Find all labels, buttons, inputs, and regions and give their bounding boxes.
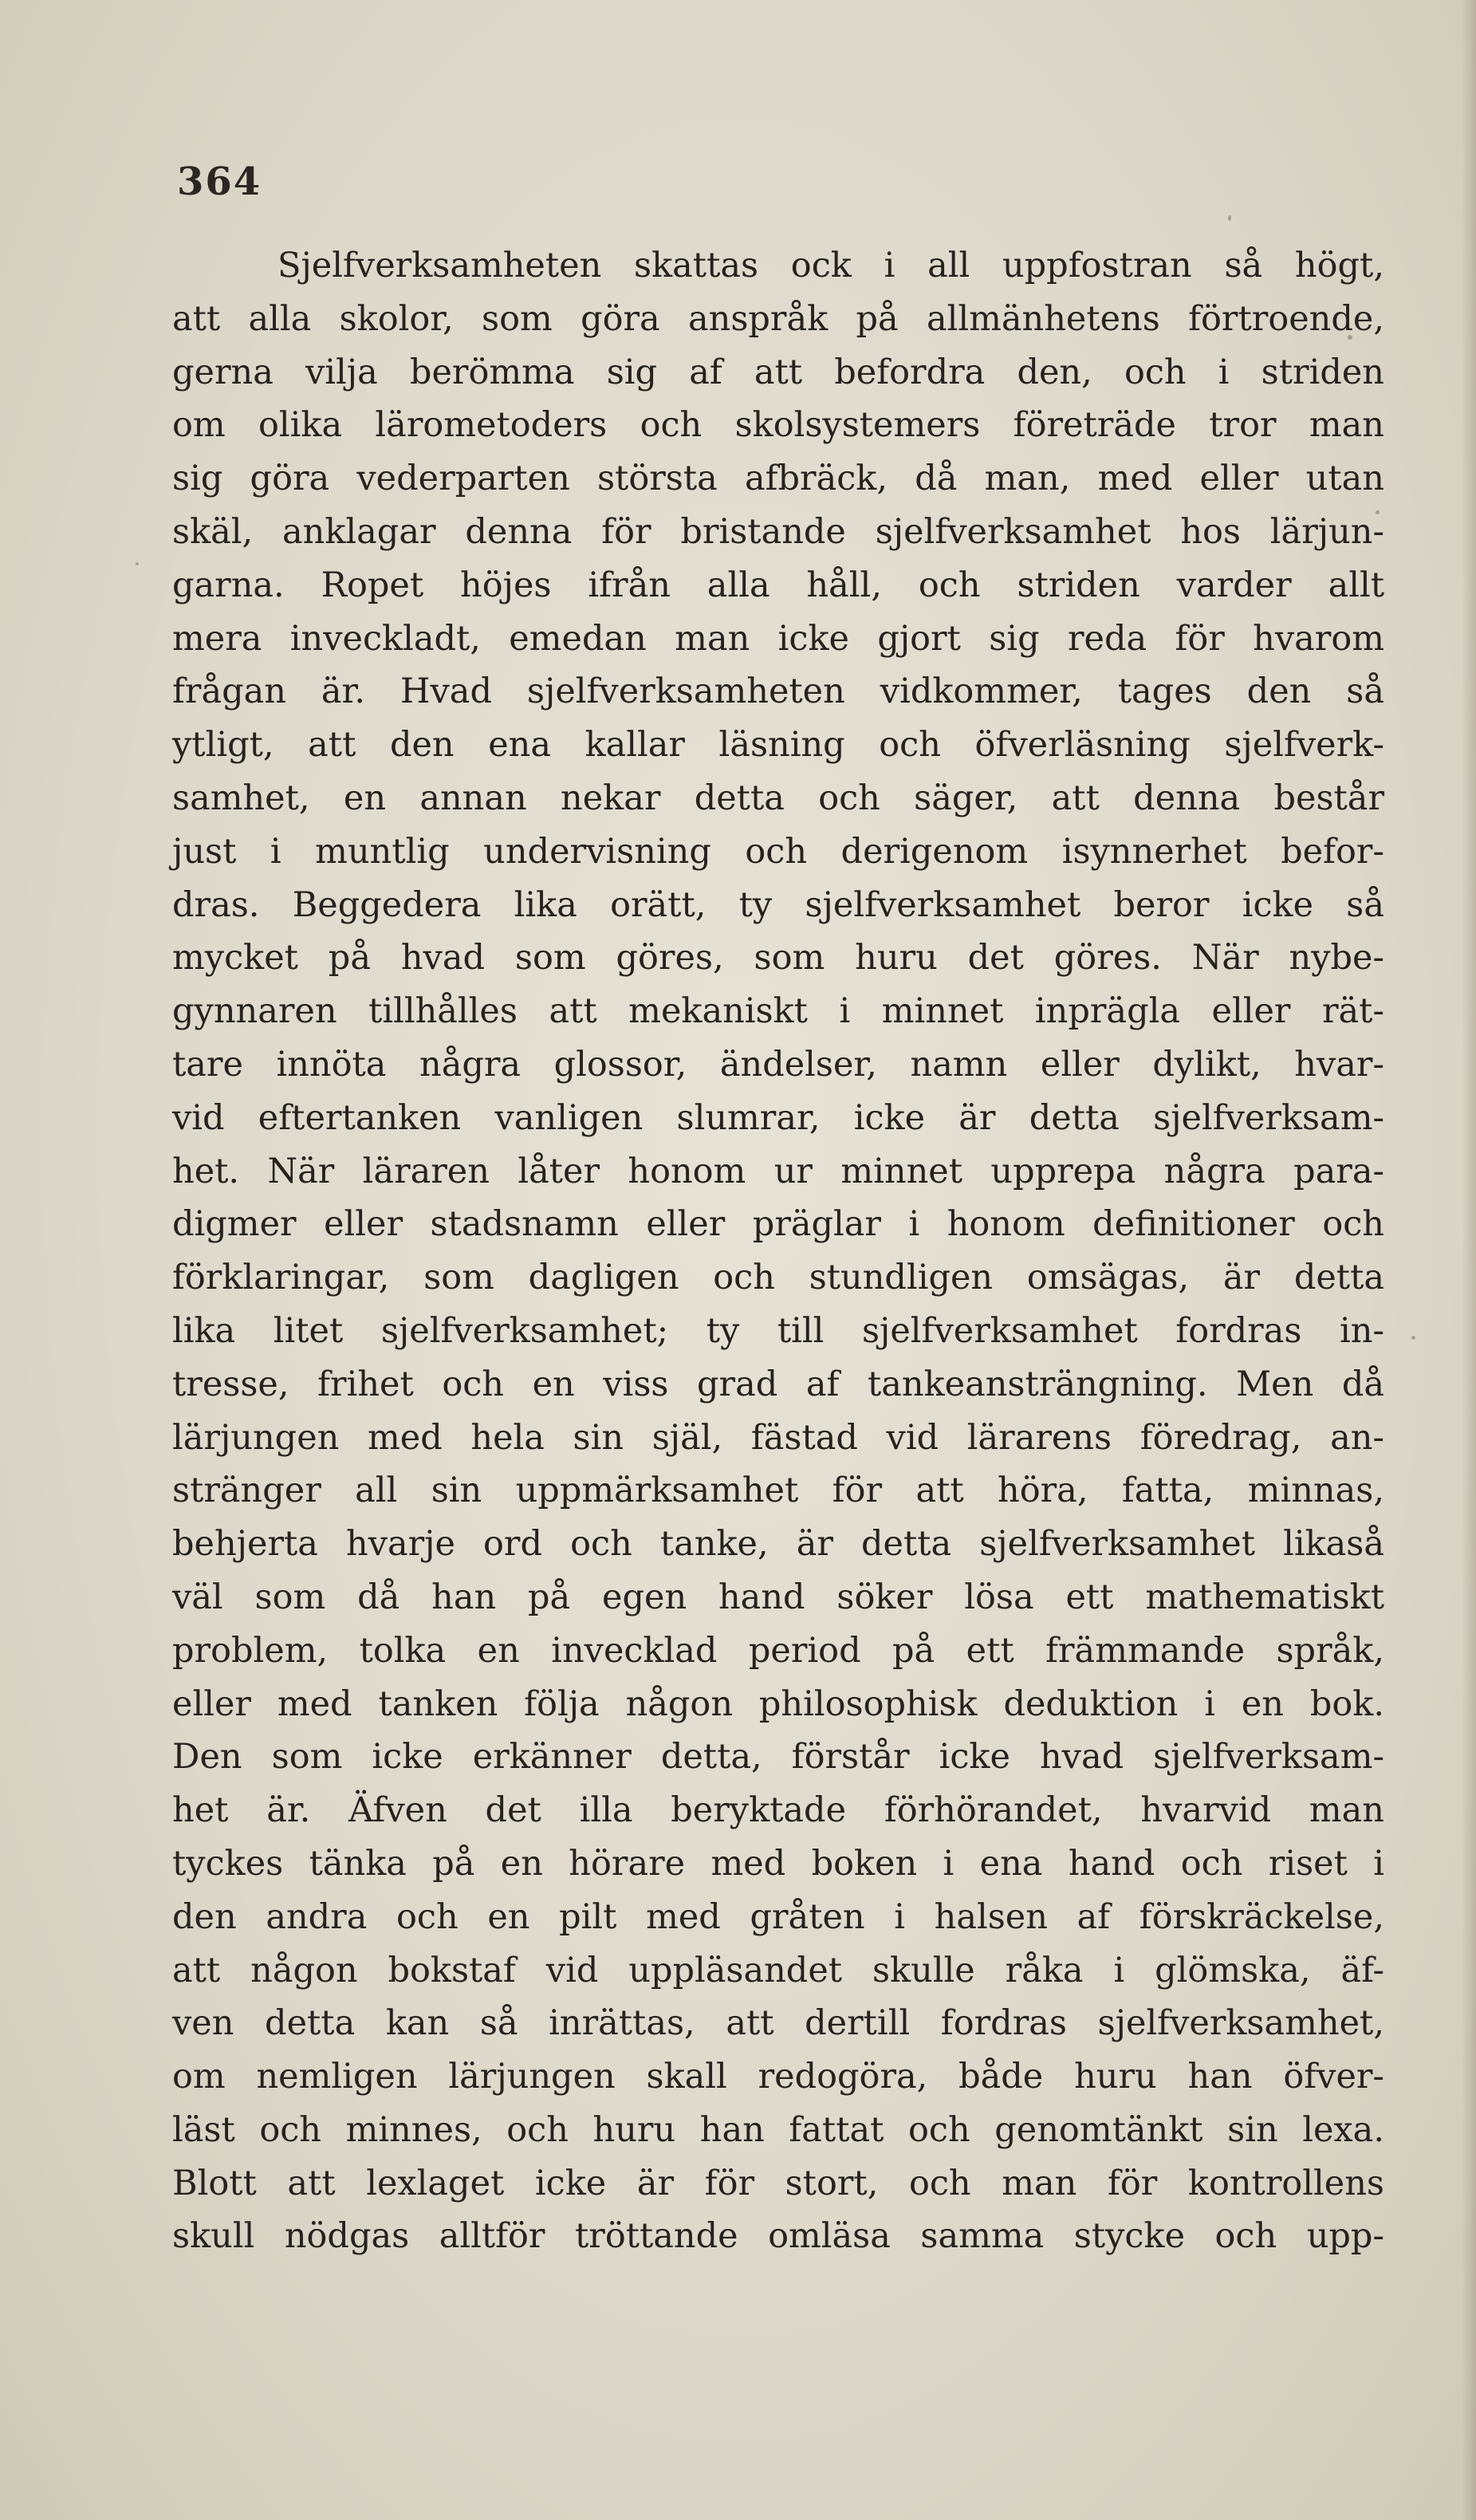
paper-speck bbox=[1228, 215, 1231, 221]
text-line: att någon bokstaf vid uppläsandet skulle råka i glömska, äf- bbox=[172, 1950, 1384, 1990]
text-line: om olika lärometoders och skolsystemers företräde tror man bbox=[172, 405, 1384, 446]
text-line: gynnaren tillhålles att mekaniskt i minnet inprägla eller rät- bbox=[172, 991, 1384, 1032]
text-line: het. När läraren låter honom ur minnet upprepa några para- bbox=[172, 1151, 1384, 1191]
text-line: skäl, anklagar denna för bristande sjelfverksamhet hos lärjun- bbox=[172, 511, 1384, 552]
text-line: garna. Ropet höjes ifrån alla håll, och striden varder allt bbox=[172, 565, 1384, 605]
text-line: just i muntlig undervisning och derigenom isynnerhet befor- bbox=[172, 831, 1384, 872]
text-line: väl som då han på egen hand söker lösa ett mathematiskt bbox=[172, 1577, 1384, 1617]
text-line: förklaringar, som dagligen och stundligen omsägas, är detta bbox=[172, 1258, 1384, 1298]
paper-speck bbox=[136, 562, 139, 565]
text-line: vid eftertanken vanligen slumrar, icke är detta sjelfverksam- bbox=[172, 1097, 1384, 1138]
text-line: ytligt, att den ena kallar läsning och öfverläsning sjelfverk- bbox=[172, 725, 1384, 766]
text-line: problem, tolka en invecklad period på ett främmande språk, bbox=[172, 1630, 1384, 1671]
paper-speck bbox=[1376, 510, 1380, 514]
text-line: frågan är. Hvad sjelfverksamheten vidkommer, tages den så bbox=[172, 671, 1384, 712]
page-edge-shadow bbox=[1462, 0, 1476, 2520]
text-line: den andra och en pilt med gråten i halsen af förskräckelse, bbox=[172, 1896, 1384, 1937]
text-line: skull nödgas alltför tröttande omläsa samma stycke och upp- bbox=[172, 2216, 1384, 2257]
paper-speck bbox=[1411, 1336, 1415, 1340]
text-line: tresse, frihet och en viss grad af tankeansträngning. Men då bbox=[172, 1364, 1384, 1404]
text-line: sig göra vederparten största afbräck, då man, med eller utan bbox=[172, 459, 1384, 499]
body-text bbox=[172, 239, 1384, 2263]
text-line: ven detta kan så inrättas, att dertill fordras sjelfverksamhet, bbox=[172, 2003, 1384, 2044]
text-line: dras. Beggedera lika orätt, ty sjelfverksamhet beror icke så bbox=[172, 884, 1384, 925]
text-line: stränger all sin uppmärksamhet för att höra, fatta, minnas, bbox=[172, 1471, 1384, 1511]
text-line: om nemligen lärjungen skall redogöra, både huru han öfver- bbox=[172, 2057, 1384, 2097]
text-line: eller med tanken följa någon philosophisk deduktion i en bok. bbox=[172, 1683, 1384, 1724]
text-line: mera inveckladt, emedan man icke gjort sig reda för hvarom bbox=[172, 618, 1384, 659]
text-line: mycket på hvad som göres, som huru det göres. När nybe- bbox=[172, 938, 1384, 978]
text-line: läst och minnes, och huru han fattat och genomtänkt sin lexa. bbox=[172, 2109, 1384, 2150]
text-line: gerna vilja berömma sig af att befordra den, och i striden bbox=[172, 352, 1384, 392]
paper-speck bbox=[1348, 335, 1352, 340]
text-line: lika litet sjelfverksamhet; ty till sjelfverksamhet fordras in- bbox=[172, 1310, 1384, 1351]
text-line: het är. Äfven det illa beryktade förhörandet, hvarvid man bbox=[172, 1790, 1384, 1831]
page-number: 364 bbox=[177, 159, 262, 204]
text-line: digmer eller stadsnamn eller präglar i honom definitioner och bbox=[172, 1204, 1384, 1245]
text-line: att alla skolor, som göra anspråk på allmänhetens förtroende, bbox=[172, 298, 1384, 339]
text-line: tare innöta några glossor, ändelser, namn eller dylikt, hvar- bbox=[172, 1044, 1384, 1085]
text-line: Blott att lexlaget icke är för stort, och man för kontrollens bbox=[172, 2163, 1384, 2203]
text-line: samhet, en annan nekar detta och säger, att denna består bbox=[172, 778, 1384, 818]
text-line: Den som icke erkänner detta, förstår icke hvad sjelfverksam- bbox=[172, 1737, 1384, 1778]
text-line: lärjungen med hela sin själ, fästad vid lärarens föredrag, an- bbox=[172, 1417, 1384, 1458]
text-line: Sjelfverksamheten skattas ock i all uppfostran så högt, bbox=[277, 246, 1384, 285]
text-line: behjerta hvarje ord och tanke, är detta sjelfverksamhet likaså bbox=[172, 1524, 1384, 1565]
text-line: tyckes tänka på en hörare med boken i ena hand och riset i bbox=[172, 1843, 1384, 1884]
